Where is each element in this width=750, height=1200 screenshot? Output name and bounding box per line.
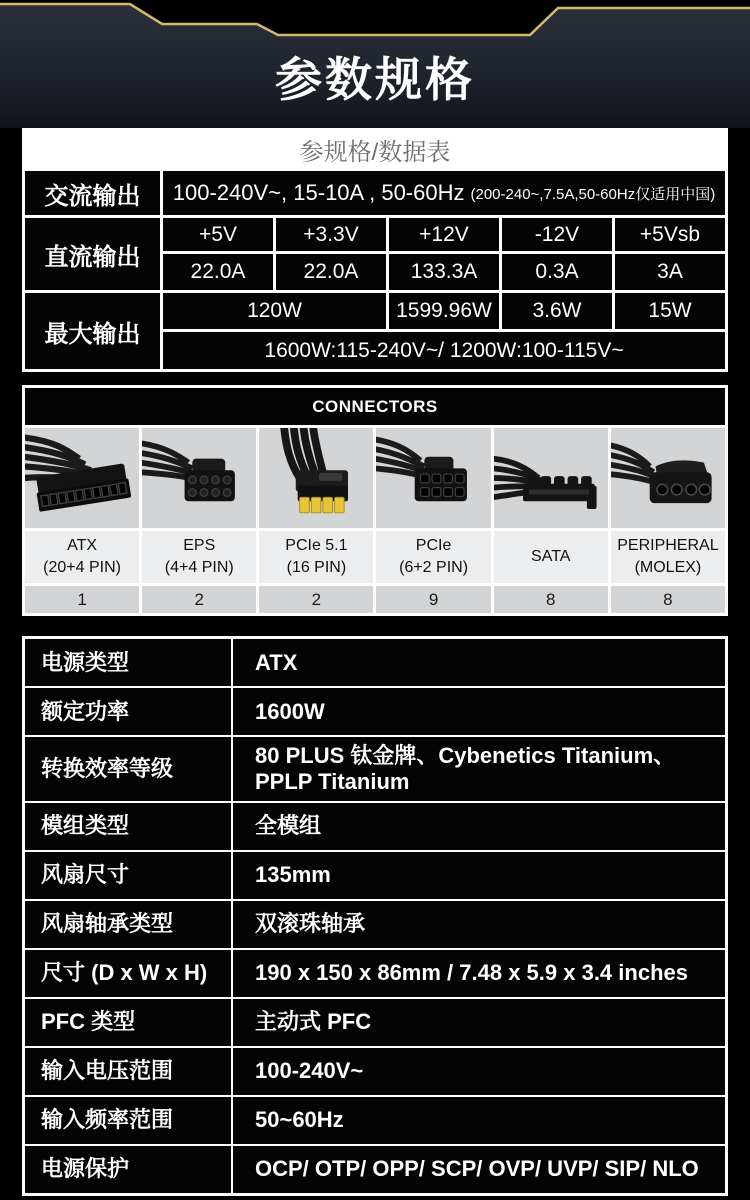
detail-label-input-voltage: 输入电压范围 [25, 1048, 231, 1095]
max-watt-5vsb: 15W [615, 293, 725, 329]
detail-value-protections: OCP/ OTP/ OPP/ SCP/ OVP/ UVP/ SIP/ NLO [233, 1146, 725, 1193]
connector-pins: (16 PIN) [286, 559, 347, 576]
detail-label-protections: 电源保护 [25, 1146, 231, 1193]
connector-pins: (6+2 PIN) [399, 559, 469, 576]
connector-pins: (20+4 PIN) [43, 559, 121, 576]
detail-label-efficiency: 转换效率等级 [25, 737, 231, 801]
dc-rail-3v3: +3.3V [276, 218, 386, 251]
connector-name: PCIe 5.1 [285, 537, 348, 555]
detail-value-dimensions: 190 x 150 x 86mm / 7.48 x 5.9 x 3.4 inches [233, 950, 725, 997]
connector-label-sata [494, 531, 608, 583]
detail-value-input-freq: 50~60Hz [233, 1097, 725, 1144]
max-watt-n12v: 3.6W [502, 293, 612, 329]
ac-output-main: 100-240V~, 15-10A , 50-60Hz [172, 180, 465, 205]
connectors-title: CONNECTORS [25, 388, 725, 425]
eps-connector-icon [142, 428, 256, 528]
detail-label-dimensions: 尺寸 (D x W x H) [25, 950, 231, 997]
pcie-connector-image [376, 428, 490, 528]
detail-label-rated-power: 额定功率 [25, 688, 231, 735]
connector-name: EPS [183, 537, 216, 555]
detail-label-fan-bearing: 风扇轴承类型 [25, 901, 231, 948]
dc-amp-n12v: 0.3A [502, 254, 612, 290]
hero-banner [0, 0, 750, 128]
connector-label-atx [25, 531, 139, 583]
connector-name: PCIe [415, 537, 452, 555]
detail-value-fan-bearing: 双滚珠轴承 [233, 901, 725, 948]
sata-connector-icon [494, 428, 608, 528]
max-output-label: 最大输出 [25, 293, 160, 369]
page-title: 参数规格 [275, 53, 475, 106]
connector-name: PERIPHERAL [617, 537, 719, 555]
detail-value-input-voltage: 100-240V~ [233, 1048, 725, 1095]
max-watt-12v: 1599.96W [389, 293, 499, 329]
connector-count-pcie: 9 [376, 586, 490, 613]
max-watt-minor: 120W [163, 293, 386, 329]
detail-label-modular-type: 模组类型 [25, 803, 231, 850]
pcie5-connector-image [259, 428, 373, 528]
dc-amp-5v: 22.0A [163, 254, 273, 290]
connector-count-sata: 8 [494, 586, 608, 613]
pcie5-connector-icon [259, 428, 373, 528]
detail-value-modular-type: 全模组 [233, 803, 725, 850]
dc-amp-3v3: 22.0A [276, 254, 386, 290]
connector-label-eps [142, 531, 256, 583]
detail-label-power-type: 电源类型 [25, 639, 231, 686]
detail-value-rated-power: 1600W [233, 688, 725, 735]
connector-pins: (4+4 PIN) [164, 559, 234, 576]
max-output-note: 1600W:115-240V~/ 1200W:100-115V~ [163, 332, 725, 369]
connector-name: ATX [67, 537, 98, 555]
detail-label-fan-size: 风扇尺寸 [25, 852, 231, 899]
dc-rail-5vsb: +5Vsb [615, 218, 725, 251]
pcie-connector-icon [376, 428, 490, 528]
detail-value-fan-size: 135mm [233, 852, 725, 899]
dc-amp-5vsb: 3A [615, 254, 725, 290]
dc-rail-n12v: -12V [502, 218, 612, 251]
ac-output-value [163, 171, 725, 215]
connector-count-molex: 8 [611, 586, 725, 613]
atx-connector-image [25, 428, 139, 528]
ac-output-label: 交流输出 [25, 171, 160, 215]
dc-rail-12v: +12V [389, 218, 499, 251]
connector-label-pcie [376, 531, 490, 583]
connector-pins: (MOLEX) [634, 559, 702, 576]
detail-value-efficiency: 80 PLUS 钛金牌、Cybenetics Titanium、PPLP Titanium [233, 737, 725, 801]
connector-count-eps: 2 [142, 586, 256, 613]
dc-amp-12v: 133.3A [389, 254, 499, 290]
dc-rail-5v: +5V [163, 218, 273, 251]
connector-name: SATA [531, 548, 571, 566]
atx-connector-icon [25, 428, 139, 528]
detail-value-power-type: ATX [233, 639, 725, 686]
sata-connector-image [494, 428, 608, 528]
molex-connector-image [611, 428, 725, 528]
spec-table [22, 128, 728, 372]
eps-connector-image [142, 428, 256, 528]
connector-label-pcie5 [259, 531, 373, 583]
detail-value-pfc-type: 主动式 PFC [233, 999, 725, 1046]
detail-label-input-freq: 输入频率范围 [25, 1097, 231, 1144]
molex-connector-icon [611, 428, 725, 528]
ac-output-note: (200-240~,7.5A,50-60Hz仅适用中国) [470, 185, 716, 203]
details-table [22, 636, 728, 1196]
dc-output-label: 直流输出 [25, 218, 160, 290]
connector-count-pcie5: 2 [259, 586, 373, 613]
detail-label-pfc-type: PFC 类型 [25, 999, 231, 1046]
spec-table-title: 参规格/数据表 [25, 131, 725, 168]
connectors-table [22, 385, 728, 616]
connector-count-atx: 1 [25, 586, 139, 613]
connector-label-molex [611, 531, 725, 583]
